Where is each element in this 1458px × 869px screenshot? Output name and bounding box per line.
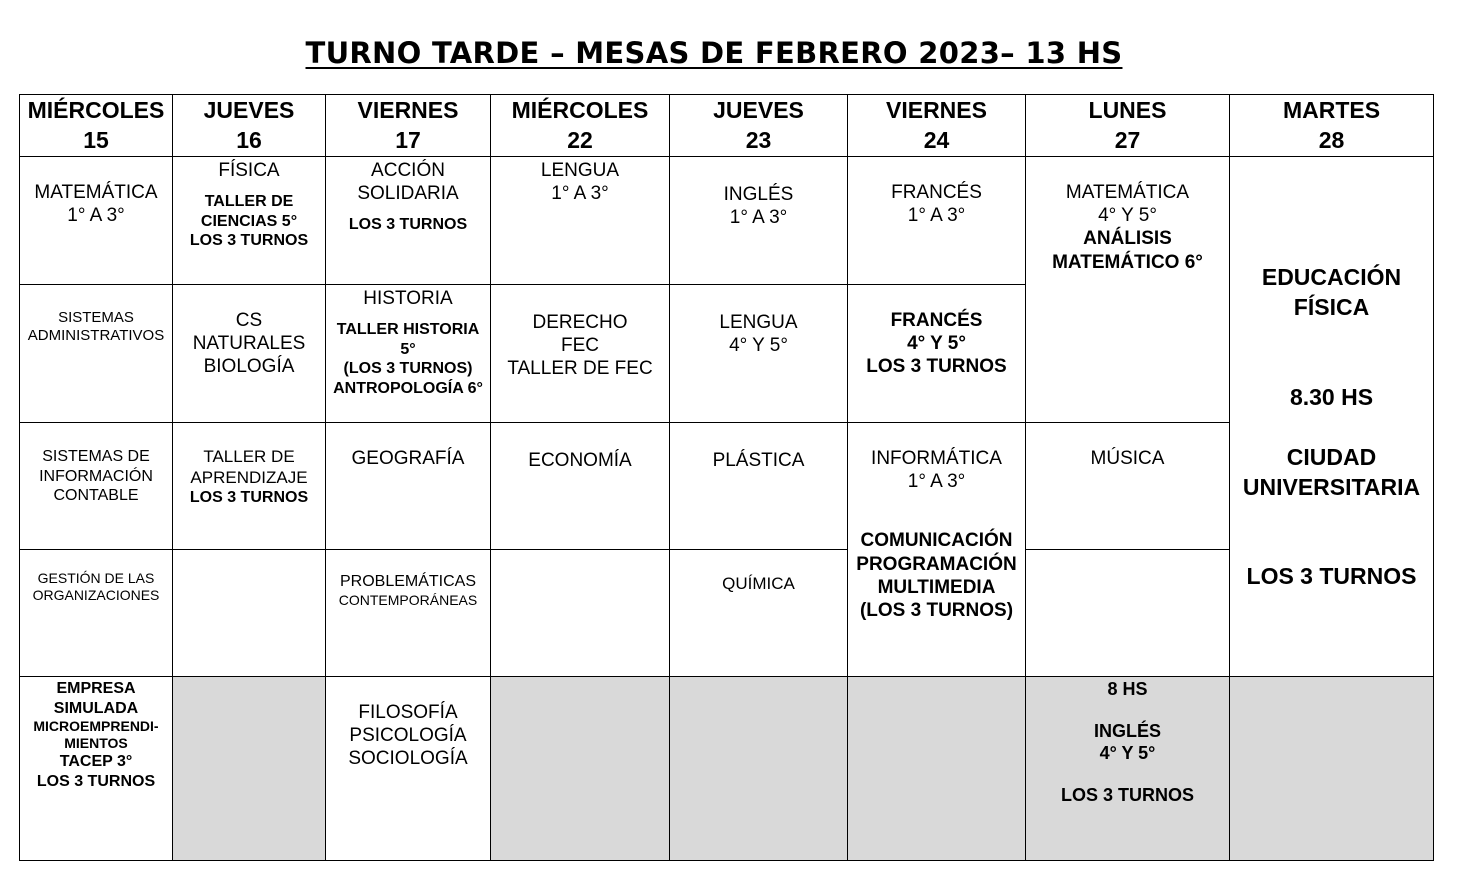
cell-line: LOS 3 TURNOS (348, 216, 468, 234)
cell-line: FILOSOFÍA (358, 702, 458, 723)
cell-line: EMPRESA (56, 680, 136, 697)
header-date: 17 (395, 126, 421, 153)
cell-line: INGLÉS (1093, 720, 1161, 741)
table-cell (1026, 677, 1230, 861)
cell-line: 4° Y 5° (907, 333, 966, 355)
cell-line: 1° A 3° (551, 183, 609, 205)
table-row (20, 677, 1434, 861)
cell-line: CIENCIAS 5° (200, 212, 298, 230)
cell-line: BIOLOGÍA (203, 356, 295, 378)
header-cell (20, 95, 173, 157)
cell-line: INFORMACIÓN (39, 467, 153, 485)
header-day: MARTES (1282, 96, 1381, 123)
table-cell (20, 550, 173, 677)
table-cell (848, 157, 1026, 285)
cell-line: 8 HS (1107, 679, 1148, 699)
table-cell (173, 550, 326, 677)
cell-line: PSICOLOGÍA (349, 725, 467, 747)
table-row (20, 423, 1434, 550)
cell-line: INFORMÁTICA (871, 448, 1002, 469)
cell-line: PROGRAMACIÓN (856, 553, 1017, 575)
table-cell (491, 423, 670, 550)
cell-line: 1° A 3° (907, 471, 966, 493)
table-cell (326, 677, 491, 861)
cell-line: 1° A 3° (67, 205, 125, 227)
table-cell (173, 285, 326, 423)
cell-line: HISTORIA (363, 288, 453, 309)
cell-line: UNIVERSITARIA (1242, 473, 1421, 500)
header-day: JUEVES (203, 96, 295, 123)
cell-line: (LOS 3 TURNOS) (343, 360, 473, 378)
cell-line: FRANCÉS (891, 182, 982, 203)
header-cell (326, 95, 491, 157)
table-cell (326, 423, 491, 550)
page-title: TURNO TARDE – MESAS DE FEBRERO 2023– 13 HS (305, 36, 1123, 70)
cell-line: 4° Y 5° (1099, 742, 1156, 763)
header-day: MIÉRCOLES (27, 96, 165, 123)
header-date: 27 (1114, 126, 1141, 153)
cell-line: ECONOMÍA (528, 450, 632, 471)
cell-line: 5° (400, 340, 416, 358)
cell-line: EDUCACIÓN (1261, 264, 1402, 290)
cell-line: DERECHO (532, 312, 628, 333)
cell-line: COMUNICACIÓN (860, 530, 1013, 552)
cell-line: CIUDAD (1286, 443, 1377, 470)
cell-line: LOS 3 TURNOS (36, 772, 156, 790)
empty-cell (670, 677, 848, 861)
table-cell (670, 285, 848, 423)
table-cell (848, 423, 1026, 677)
table-cell (326, 157, 491, 285)
header-date: 23 (745, 126, 772, 153)
cell-line: PLÁSTICA (712, 450, 805, 471)
table-cell (173, 157, 326, 285)
table-cell (1026, 550, 1230, 677)
cell-line: FEC (561, 335, 599, 357)
exam-schedule-table (19, 94, 1434, 861)
table-cell (491, 285, 670, 423)
table-cell (848, 285, 1026, 423)
cell-line: TALLER DE (203, 447, 295, 466)
header-date: 16 (236, 126, 262, 153)
cell-line: ADMINISTRATIVOS (27, 327, 165, 345)
header-row (20, 95, 1434, 157)
table-cell (20, 677, 173, 861)
table-cell (20, 285, 173, 423)
header-date: 24 (923, 126, 950, 153)
cell-line: LENGUA (540, 160, 620, 181)
cell-line: SISTEMAS (58, 309, 134, 326)
cell-line: 8.30 HS (1289, 383, 1374, 410)
cell-line: MULTIMEDIA (877, 576, 996, 598)
header-day: VIERNES (886, 96, 987, 123)
header-cell (670, 95, 848, 157)
cell-line: ANTROPOLOGÍA 6° (333, 379, 483, 397)
header-cell (1026, 95, 1230, 157)
table-cell (491, 550, 670, 677)
cell-line: GEOGRAFÍA (351, 448, 465, 469)
table-cell (491, 157, 670, 285)
cell-line: CONTEMPORÁNEAS (338, 591, 478, 608)
header-day: LUNES (1088, 96, 1167, 123)
header-day: JUEVES (713, 96, 804, 123)
cell-line: SISTEMAS DE (42, 448, 150, 465)
cell-line: SIMULADA (53, 699, 139, 717)
empty-cell (1230, 677, 1434, 861)
cell-line: ORGANIZACIONES (32, 587, 160, 604)
header-cell (848, 95, 1026, 157)
header-date: 22 (567, 126, 593, 153)
empty-cell (173, 677, 326, 861)
table-row (20, 550, 1434, 677)
cell-line: MICROEMPRENDI- (33, 718, 159, 735)
table-cell (1026, 157, 1230, 423)
cell-line: 4° Y 5° (1098, 205, 1157, 227)
cell-line: APRENDIZAJE (190, 467, 308, 487)
cell-line: LENGUA (719, 312, 798, 333)
header-day: MIÉRCOLES (511, 96, 649, 123)
cell-line: MÚSICA (1090, 448, 1165, 469)
table-cell (326, 285, 491, 423)
cell-line: CONTABLE (53, 487, 139, 505)
cell-line: PROBLEMÁTICAS (339, 573, 477, 590)
cell-line: (LOS 3 TURNOS) (859, 599, 1014, 621)
cell-line: LOS 3 TURNOS (1246, 563, 1417, 590)
cell-line: 1° A 3° (907, 205, 966, 227)
cell-line: MATEMÁTICA (34, 182, 158, 203)
table-cell (1230, 157, 1434, 677)
header-day: VIERNES (357, 96, 459, 123)
cell-line: TACEP 3° (59, 753, 133, 771)
cell-line: MATEMÁTICA (1065, 182, 1190, 203)
cell-line: ACCIÓN (371, 160, 445, 181)
cell-line: ANÁLISIS (1083, 228, 1172, 250)
cell-line: INGLÉS (723, 184, 794, 205)
header-cell (173, 95, 326, 157)
cell-line: FÍSICA (1293, 293, 1370, 320)
cell-line: LOS 3 TURNOS (189, 489, 309, 507)
cell-line: SOLIDARIA (357, 183, 459, 205)
header-date: 28 (1318, 126, 1345, 153)
cell-line: FÍSICA (218, 160, 280, 181)
cell-line: FRANCÉS (890, 310, 983, 331)
cell-line: LOS 3 TURNOS (866, 356, 1007, 378)
table-cell (326, 550, 491, 677)
header-cell (1230, 95, 1434, 157)
empty-cell (848, 677, 1026, 861)
cell-line: LOS 3 TURNOS (189, 232, 309, 250)
table-cell (1026, 423, 1230, 550)
cell-line: 4° Y 5° (729, 335, 788, 357)
table-cell (670, 550, 848, 677)
cell-line: LOS 3 TURNOS (1060, 784, 1194, 805)
table-cell (20, 157, 173, 285)
cell-line: TALLER DE FEC (507, 358, 653, 380)
cell-line: QUÍMICA (722, 574, 795, 593)
cell-line: GESTIÓN DE LAS (37, 570, 155, 586)
cell-line: 1° A 3° (729, 207, 788, 229)
cell-line: MIENTOS (64, 735, 128, 752)
table-cell (20, 423, 173, 550)
header-cell (491, 95, 670, 157)
cell-line: TALLER HISTORIA (336, 321, 480, 339)
header-date: 15 (83, 126, 109, 153)
table-cell (670, 157, 848, 285)
cell-line: TALLER DE (204, 193, 294, 211)
table-row (20, 157, 1434, 285)
table-cell (173, 423, 326, 550)
cell-line: MATEMÁTICO 6° (1052, 251, 1203, 273)
table-cell (670, 423, 848, 550)
cell-line: SOCIOLOGÍA (348, 748, 468, 770)
empty-cell (491, 677, 670, 861)
cell-line: CS NATURALES (192, 310, 306, 355)
